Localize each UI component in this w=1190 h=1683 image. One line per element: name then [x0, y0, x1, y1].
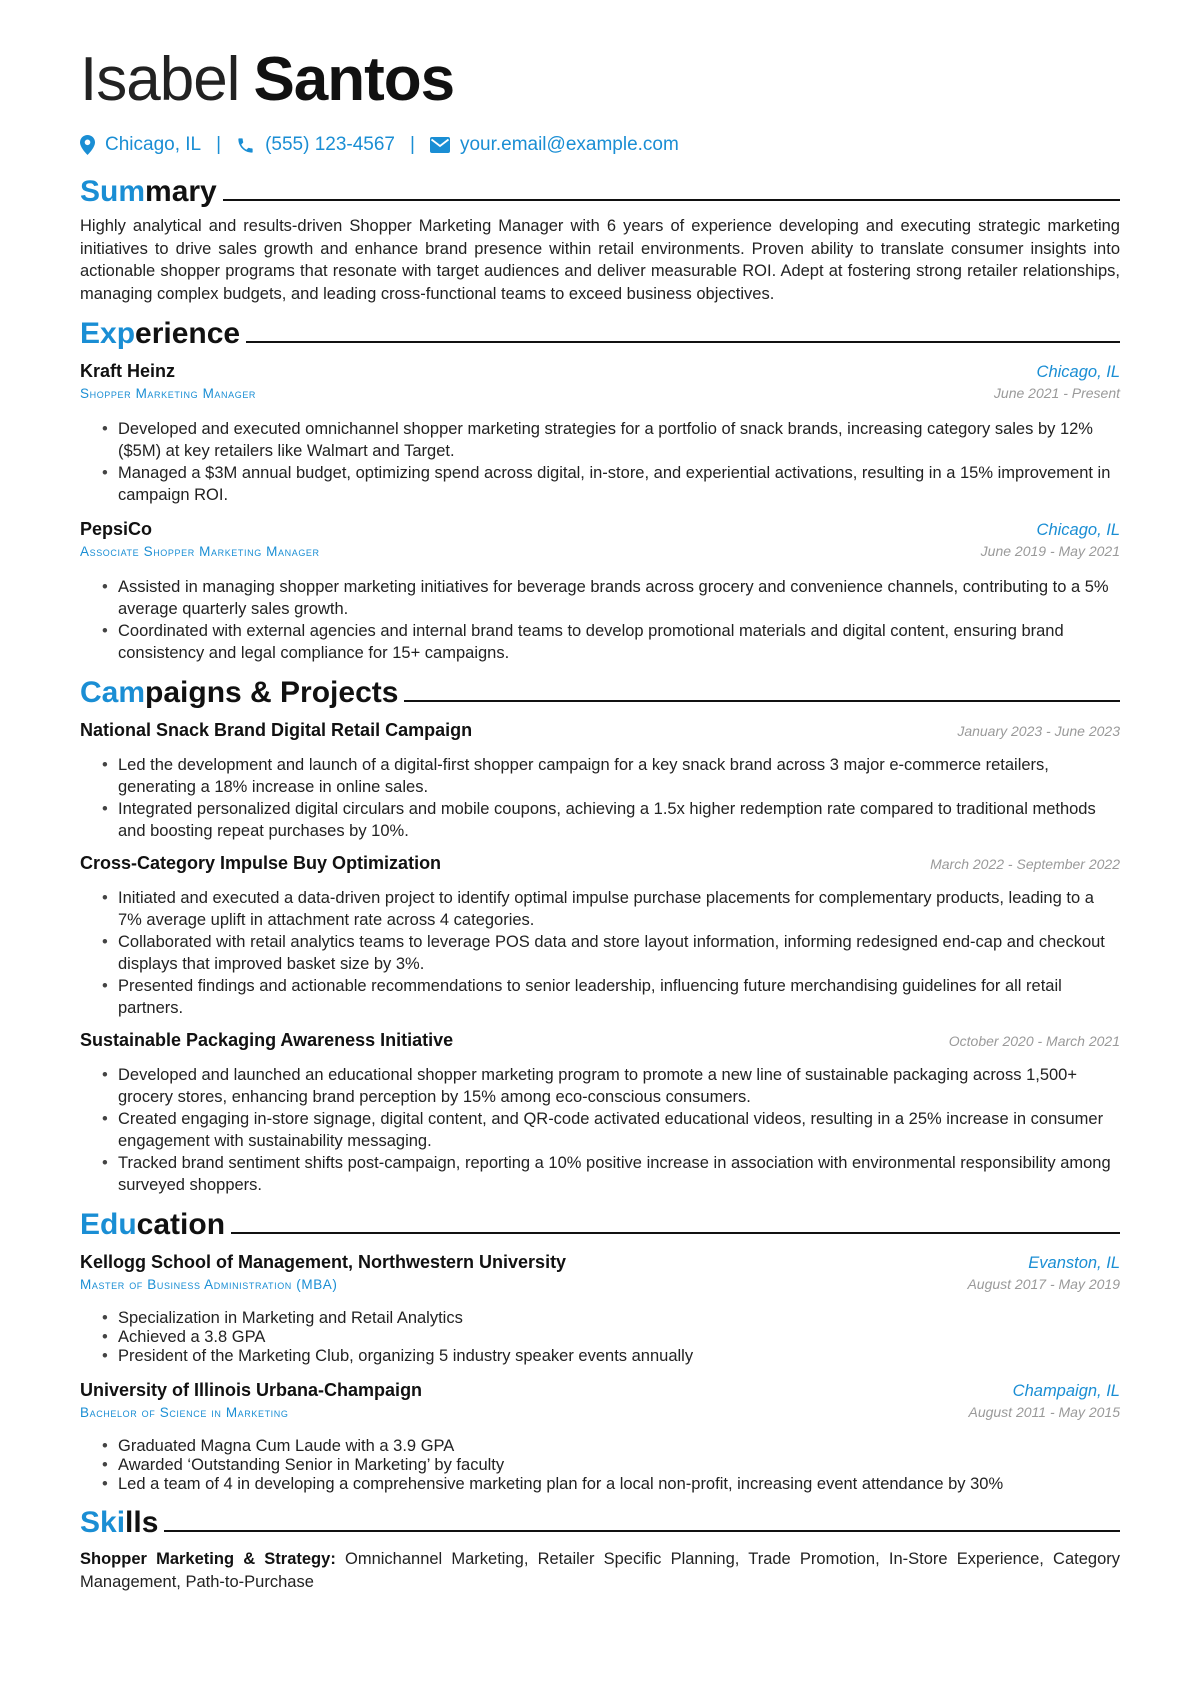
education-dates: August 2017 - May 2019: [967, 1276, 1120, 1292]
phone-icon: [236, 136, 255, 155]
project-name: Cross-Category Impulse Buy Optimization: [80, 853, 442, 873]
section-title: Skills: [80, 1506, 159, 1539]
skills-heading: [80, 1504, 1120, 1540]
school-location: Champaign, IL: [1012, 1382, 1120, 1400]
location-text: Chicago, IL: [105, 134, 202, 155]
map-pin-icon: [80, 135, 95, 155]
list-item: • Tracked brand sentiment shifts post-campaign, reporting a 10% positive increase in association with environmental responsibility among surveyed shoppers.: [80, 1152, 1120, 1196]
list-item: • President of the Marketing Club, organizing 5 industry speaker events annually: [80, 1347, 1120, 1366]
phone-text: (555) 123-4567: [265, 134, 395, 155]
email-link[interactable]: your.email@example.com: [459, 134, 679, 155]
job-location: Chicago, IL: [1036, 363, 1120, 381]
education-dates: August 2011 - May 2015: [968, 1404, 1120, 1420]
contact-location: [80, 134, 201, 156]
resume-page: [80, 0, 1120, 1593]
job-bullets: [80, 418, 1120, 506]
section-title: Experience: [80, 317, 241, 350]
experience-heading: [80, 315, 1120, 351]
list-item: • Assisted in managing shopper marketing initiatives for beverage brands across grocery and convenience channels, contributing to a 5% average quarterly sales growth.: [80, 576, 1120, 620]
list-item: • Collaborated with retail analytics teams to leverage POS data and store layout information, informing redesigned end-cap and checkout displays that improved basket size by 3%.: [80, 931, 1120, 975]
company-name: Kraft Heinz: [80, 361, 176, 381]
contact-email[interactable]: [430, 134, 679, 156]
job-dates: June 2021 - Present: [993, 385, 1120, 401]
skills-category: Shopper Marketing & Strategy:: [80, 1550, 336, 1568]
list-item: • Led the development and launch of a digital-first shopper campaign for a key snack brand across 3 major e-commerce retailers, generating a 18% increase in online sales.: [80, 754, 1120, 798]
skills-line: [80, 1548, 1120, 1593]
list-item: • Coordinated with external agencies and internal brand teams to develop promotional materials and digital content, ensuring brand consistency and legal compliance for 15+ campaigns.: [80, 620, 1120, 664]
degree-name: Master of Business Administration (MBA): [80, 1277, 338, 1292]
job-bullets: [80, 576, 1120, 664]
list-item: • Managed a $3M annual budget, optimizing spend across digital, in-store, and experiential activations, resulting in a 15% improvement in campaign ROI.: [80, 462, 1120, 506]
summary-heading: [80, 173, 1120, 209]
first-name: Isabel: [80, 45, 240, 114]
project-name: Sustainable Packaging Awareness Initiative: [80, 1030, 454, 1050]
project-name: National Snack Brand Digital Retail Campaign: [80, 720, 473, 740]
project-dates: October 2020 - March 2021: [948, 1033, 1120, 1049]
school-name: Kellogg School of Management, Northwestern University: [80, 1252, 567, 1272]
envelope-icon: [430, 137, 450, 153]
section-title: Education: [80, 1208, 226, 1241]
school-location: Evanston, IL: [1028, 1254, 1120, 1272]
project-bullets: [80, 1064, 1120, 1196]
education-heading: [80, 1206, 1120, 1242]
section-rule: [164, 1530, 1120, 1532]
project-dates: January 2023 - June 2023: [957, 723, 1120, 739]
list-item: • Presented findings and actionable recommendations to senior leadership, influencing future merchandising guidelines for all retail partners.: [80, 975, 1120, 1019]
last-name: Santos: [253, 45, 455, 114]
section-rule: [246, 341, 1120, 343]
project-dates: March 2022 - September 2022: [930, 856, 1120, 872]
summary-text: Highly analytical and results-driven Shopper Marketing Manager with 6 years of experience developing and executing strategic marketing initiatives to drive sales growth and enhance brand presence within retail environments. Proven ability to translate consumer insights into actionable shopper programs that resonate with target audiences and deliver measurable ROI. Adept at fostering strong retailer relationships, managing complex budgets, and leading cross-functional teams to exceed business objectives.: [80, 217, 1120, 303]
list-item: • Achieved a 3.8 GPA: [80, 1328, 1120, 1347]
company-name: PepsiCo: [80, 519, 153, 539]
contact-line: [80, 131, 1120, 159]
degree-name: Bachelor of Science in Marketing: [80, 1405, 289, 1420]
list-item: • Awarded ‘Outstanding Senior in Marketing’ by faculty: [80, 1456, 1120, 1475]
education-entry: [80, 1252, 1120, 1366]
education-bullets: [80, 1437, 1120, 1494]
project-bullets: [80, 754, 1120, 842]
job-entry: [80, 361, 1120, 506]
education-entry: [80, 1380, 1120, 1494]
skills-list: Omnichannel Marketing, Retailer Specific Planning, Trade Promotion, In-Store Experience, Category Management, Path-to-Purchase: [80, 1550, 1120, 1591]
project-entry: [80, 720, 1120, 842]
school-name: University of Illinois Urbana-Champaign: [80, 1380, 423, 1400]
job-title: Shopper Marketing Manager: [80, 386, 257, 401]
list-item: • Created engaging in-store signage, digital content, and QR-code activated educational videos, resulting in a 25% increase in consumer engagement with sustainability messaging.: [80, 1108, 1120, 1152]
candidate-name: [80, 44, 1120, 116]
project-bullets: [80, 887, 1120, 1019]
contact-phone[interactable]: [236, 134, 395, 156]
job-dates: June 2019 - May 2021: [980, 543, 1120, 559]
job-entry: [80, 519, 1120, 664]
section-rule: [404, 700, 1120, 702]
project-entry: [80, 1030, 1120, 1196]
list-item: • Initiated and executed a data-driven project to identify optimal impulse purchase placements for complementary products, leading to a 7% average uplift in attachment rate across 4 categories.: [80, 887, 1120, 931]
section-rule: [231, 1232, 1120, 1234]
list-item: • Developed and launched an educational shopper marketing program to promote a new line of sustainable packaging across 1,500+ grocery stores, enhancing brand perception by 15% among eco-conscious consumers.: [80, 1064, 1120, 1108]
list-item: • Developed and executed omnichannel shopper marketing strategies for a portfolio of snack brands, increasing category sales by 12% ($5M) at key retailers like Walmart and Target.: [80, 418, 1120, 462]
project-entry: [80, 853, 1120, 1019]
section-title: Campaigns & Projects: [80, 676, 399, 709]
contact-separator: |: [410, 134, 415, 155]
list-item: • Led a team of 4 in developing a comprehensive marketing plan for a local non-profit, increasing event attendance by 30%: [80, 1475, 1120, 1494]
projects-heading: [80, 674, 1120, 710]
section-title: Summary: [80, 175, 217, 208]
contact-separator: |: [216, 134, 222, 155]
list-item: • Graduated Magna Cum Laude with a 3.9 GPA: [80, 1437, 1120, 1456]
list-item: • Integrated personalized digital circulars and mobile coupons, achieving a 1.5x higher redemption rate compared to traditional methods and boosting repeat purchases by 10%.: [80, 798, 1120, 842]
job-title: Associate Shopper Marketing Manager: [80, 544, 320, 559]
list-item: • Specialization in Marketing and Retail Analytics: [80, 1309, 1120, 1328]
job-location: Chicago, IL: [1036, 521, 1120, 539]
education-bullets: [80, 1309, 1120, 1366]
section-rule: [223, 199, 1120, 201]
